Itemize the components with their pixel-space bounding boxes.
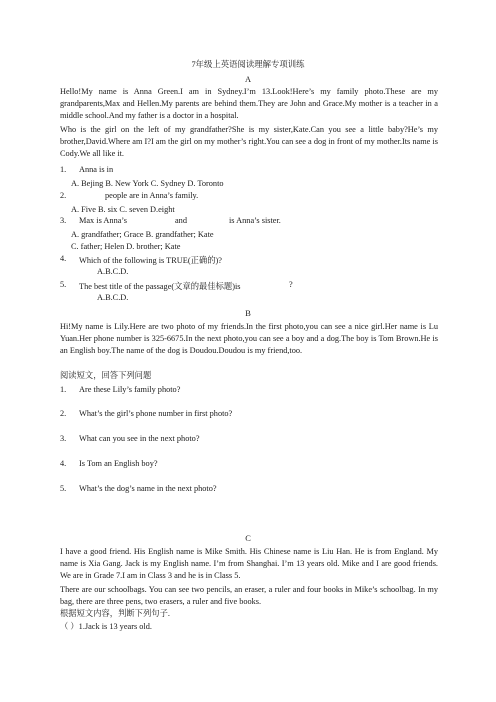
a-q1-options: A. Bejing B. New York C. Sydney D. Toronto xyxy=(71,179,224,188)
section-a-label: A xyxy=(244,75,252,84)
b-q2-number: 2. xyxy=(60,409,67,418)
b-q1-number: 1. xyxy=(60,385,67,394)
b-q2-text: What’s the girl’s phone number in first photo? xyxy=(79,409,233,418)
a-q4-number: 4. xyxy=(60,254,67,263)
b-q5-text: What’s the dog’s name in the next photo? xyxy=(79,484,217,493)
section-a-passage-1: Hello!My name is Anna Green.I am in Sydney.I’m 13.Look!Here’s my family photo.These are my grandparents,Max and Hellen.My parents are behind them.They are John and Grace.My mother is a teacher in a middle school.And my father is a doctor in a hospital. xyxy=(60,87,438,120)
section-b-label: B xyxy=(245,309,251,318)
b-q4-text: Is Tom an English boy? xyxy=(79,459,158,468)
section-a-passage-2: Who is the girl on the left of my grandfather?She is my sister,Kate.Can you see a little baby?He’s my brother,David.Where am I?I am the girl on my mother’s right.You can see a dog in front of my mother.Its name is Cody.We all like it. xyxy=(60,125,438,158)
b-q3-text: What can you see in the next photo? xyxy=(79,434,200,443)
a-q3-options-2: C. father; Helen D. brother; Kate xyxy=(71,242,181,251)
section-c-passage-2: There are our schoolbags. You can see two pencils, an eraser, a ruler and four books in Mike’s schoolbag. In my bag, there are three pens, two erasers, a ruler and five books. xyxy=(60,585,438,606)
a-q4-options: A.B.C.D. xyxy=(97,267,129,276)
section-c-instruction: 根据短文内容，判断下列句子. xyxy=(60,609,170,618)
a-q5-options: A.B.C.D. xyxy=(97,293,129,302)
b-q4-number: 4. xyxy=(60,459,67,468)
section-c-label: C xyxy=(245,534,251,543)
b-q1-text: Are these Lily’s family photo? xyxy=(79,385,181,394)
a-q3-text-b: and xyxy=(175,216,187,225)
b-q5-number: 5. xyxy=(60,484,67,493)
a-q1-text: Anna is in xyxy=(79,165,114,174)
a-q3-text-c: is Anna’s sister. xyxy=(229,216,281,225)
a-q3-options-1: A. grandfather; Grace B. grandfather; Kate xyxy=(71,230,214,239)
a-q3-number: 3. xyxy=(60,216,67,225)
a-q5-number: 5. xyxy=(60,280,67,289)
a-q2-text: people are in Anna’s family. xyxy=(105,191,199,200)
a-q2-number: 2. xyxy=(60,191,67,200)
section-c-passage-1: I have a good friend. His English name is Mike Smith. His Chinese name is Liu Han. He is from England. My name is Xia Gang. Jack is my English name. I’m from Shanghai. I’m 13 years old. Mike and I are good friends. We are in Grade 7.I am in Class 3 and he is in Class 5. xyxy=(60,547,438,580)
section-b-instruction: 阅读短文，回答下列问题 xyxy=(60,371,152,380)
section-b-passage: Hi!My name is Lily.Here are two photo of my friends.In the first photo,you can see a nice girl.Her name is Lu Yuan.Her phone number is 325-6675.In the next photo,you can see a boy and a dog.The boy is Tom Brown.He is an English boy.The name of the dog is Doudou.Doudou is my friend,too. xyxy=(60,322,438,355)
a-q5-text-b: ? xyxy=(289,280,293,289)
c-item-1: （ ）1.Jack is 13 years old. xyxy=(60,622,152,631)
b-q3-number: 3. xyxy=(60,434,67,443)
page-title: 7年级上英语阅读理解专项训练 xyxy=(191,60,305,69)
a-q1-number: 1. xyxy=(60,165,67,174)
a-q2-options: A. Five B. six C. seven D.eight xyxy=(71,205,175,214)
a-q4-text: Which of the following is TRUE(正确的)? xyxy=(79,256,222,265)
a-q5-text-a: The best title of the passage(文章的最佳标题)is xyxy=(79,282,241,291)
a-q3-text-a: Max is Anna’s xyxy=(79,216,127,225)
